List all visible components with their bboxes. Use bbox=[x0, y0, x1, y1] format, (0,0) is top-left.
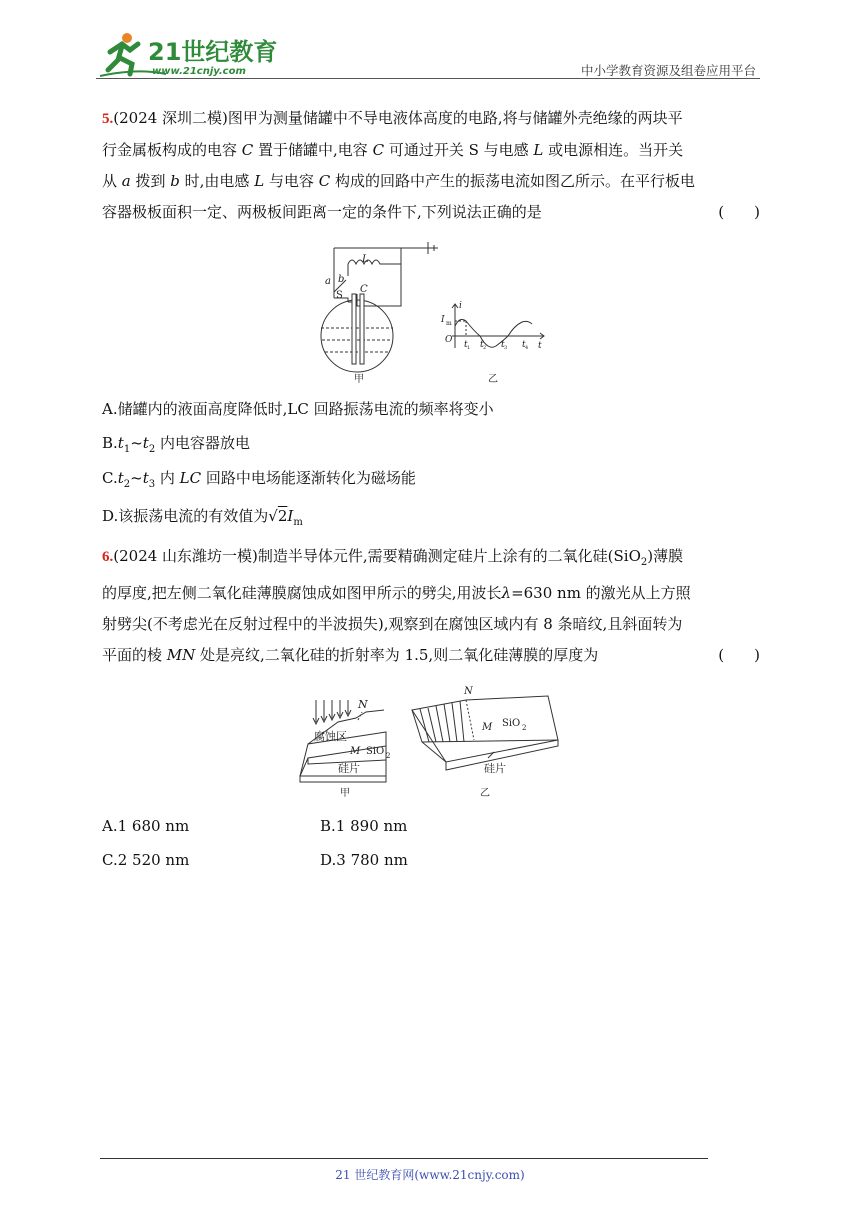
q6-option-d[interactable]: D.3 780 nm bbox=[320, 851, 408, 869]
svg-text:t: t bbox=[464, 340, 468, 350]
svg-text:O: O bbox=[445, 335, 453, 345]
q6-figure bbox=[296, 680, 568, 800]
q5-line-4: 容器极板面积一定、两极板间距离一定的条件下,下列说法正确的是 ( ) bbox=[102, 197, 762, 228]
svg-text:3: 3 bbox=[504, 345, 508, 351]
switch-a-label: a bbox=[325, 276, 331, 287]
figure-jia-label: 甲 bbox=[354, 374, 364, 385]
svg-text:1: 1 bbox=[467, 345, 471, 351]
figure-yi-label: 乙 bbox=[488, 374, 498, 385]
q6-line-3: 射劈尖(不考虑光在反射过程中的半波损失),观察到在腐蚀区域内有 8 条暗纹,且斜面转为 bbox=[102, 615, 683, 633]
q5-line-2: 行金属板构成的电容 C 置于储罐中,电容 C 可通过开关 S 与电感 L 或电源相连。当开关 bbox=[102, 141, 684, 159]
svg-text:N: N bbox=[464, 686, 473, 697]
svg-text:硅片: 硅片 bbox=[338, 762, 360, 775]
svg-text:t: t bbox=[480, 340, 484, 350]
q6-line-4: 平面的棱 MN 处是亮纹,二氧化硅的折射率为 1.5,则二氧化硅薄膜的厚度为 ( ) bbox=[102, 640, 762, 671]
wedge-diagram-yi bbox=[412, 696, 558, 770]
svg-text:m: m bbox=[446, 320, 452, 327]
svg-text:腐蚀区: 腐蚀区 bbox=[314, 730, 347, 743]
switch-label: S bbox=[336, 290, 343, 301]
svg-text:M: M bbox=[350, 746, 361, 757]
svg-text:I: I bbox=[441, 315, 445, 325]
q6-line-1: 6.(2024 山东潍坊一模)制造半导体元件,需要精确测定硅片上涂有的二氧化硅(SiO$_2$)薄膜 bbox=[102, 547, 684, 568]
q5-option-c[interactable]: $C.t_2\sim t_3$ 内 LC 回路中电场能逐渐转化为磁场能 bbox=[102, 469, 416, 490]
q5-line-1: 5.(2024 深圳二模)图甲为测量储罐中不导电液体高度的电路,将与储罐外壳绝缘的两块平 bbox=[102, 109, 683, 127]
switch-b-label: b bbox=[338, 274, 345, 285]
svg-text:t: t bbox=[538, 341, 542, 351]
svg-text:2: 2 bbox=[483, 345, 487, 351]
answer-bracket: ( ) bbox=[718, 646, 760, 664]
capacitor-label: C bbox=[360, 284, 368, 295]
q6-option-a[interactable]: A.1 680 nm bbox=[102, 817, 190, 835]
q6-option-b[interactable]: B.1 890 nm bbox=[320, 817, 408, 835]
header-divider bbox=[96, 78, 760, 79]
svg-text:甲: 甲 bbox=[340, 788, 350, 799]
svg-text:4: 4 bbox=[525, 345, 529, 351]
svg-text:21世纪教育: 21世纪教育 bbox=[148, 38, 278, 66]
svg-text:M: M bbox=[482, 722, 493, 733]
q5-option-b[interactable]: $B.t_1\sim t_2$ 内电容器放电 bbox=[102, 434, 250, 455]
svg-text:www.21cnjy.com: www.21cnjy.com bbox=[152, 66, 246, 77]
answer-bracket: ( ) bbox=[718, 203, 760, 221]
svg-text:2: 2 bbox=[522, 724, 527, 732]
question-6-stem bbox=[102, 541, 762, 671]
footer-link[interactable]: 21 世纪教育网(www.21cnjy.com) bbox=[335, 1168, 525, 1182]
site-logo bbox=[96, 30, 286, 78]
q5-figure bbox=[308, 236, 558, 386]
q6-option-c[interactable]: C.2 520 nm bbox=[102, 851, 190, 869]
q5-option-d[interactable]: D.该振荡电流的有效值为$√2I_m$ bbox=[102, 507, 303, 528]
question-5-stem bbox=[102, 103, 762, 228]
platform-tagline: 中小学教育资源及组卷应用平台 bbox=[580, 63, 756, 78]
q6-line-2: 的厚度,把左侧二氧化硅薄膜腐蚀成如图甲所示的劈尖,用波长λ=630 nm 的激光从上方照 bbox=[102, 584, 691, 602]
svg-text:乙: 乙 bbox=[480, 788, 490, 799]
svg-text:2: 2 bbox=[386, 752, 391, 760]
svg-text:硅片: 硅片 bbox=[484, 762, 506, 775]
sqrt-icon: √ bbox=[268, 507, 278, 525]
q5-line-3: 从 a 拨到 b 时,由电感 L 与电容 C 构成的回路中产生的振荡电流如图乙所示。在平行板电 bbox=[102, 172, 695, 190]
svg-text:t: t bbox=[522, 340, 526, 350]
svg-text:i: i bbox=[459, 301, 462, 311]
svg-text:t: t bbox=[501, 340, 505, 350]
q5-option-a[interactable]: A.储罐内的液面高度降低时,LC 回路振荡电流的频率将变小 bbox=[102, 400, 494, 418]
svg-text:SiO: SiO bbox=[502, 718, 521, 729]
footer-divider bbox=[100, 1158, 708, 1159]
inductor-label: L bbox=[362, 254, 369, 265]
circuit-diagram bbox=[321, 242, 438, 372]
svg-text:SiO: SiO bbox=[366, 746, 385, 757]
svg-text:N: N bbox=[358, 698, 368, 711]
page-header bbox=[96, 30, 760, 80]
